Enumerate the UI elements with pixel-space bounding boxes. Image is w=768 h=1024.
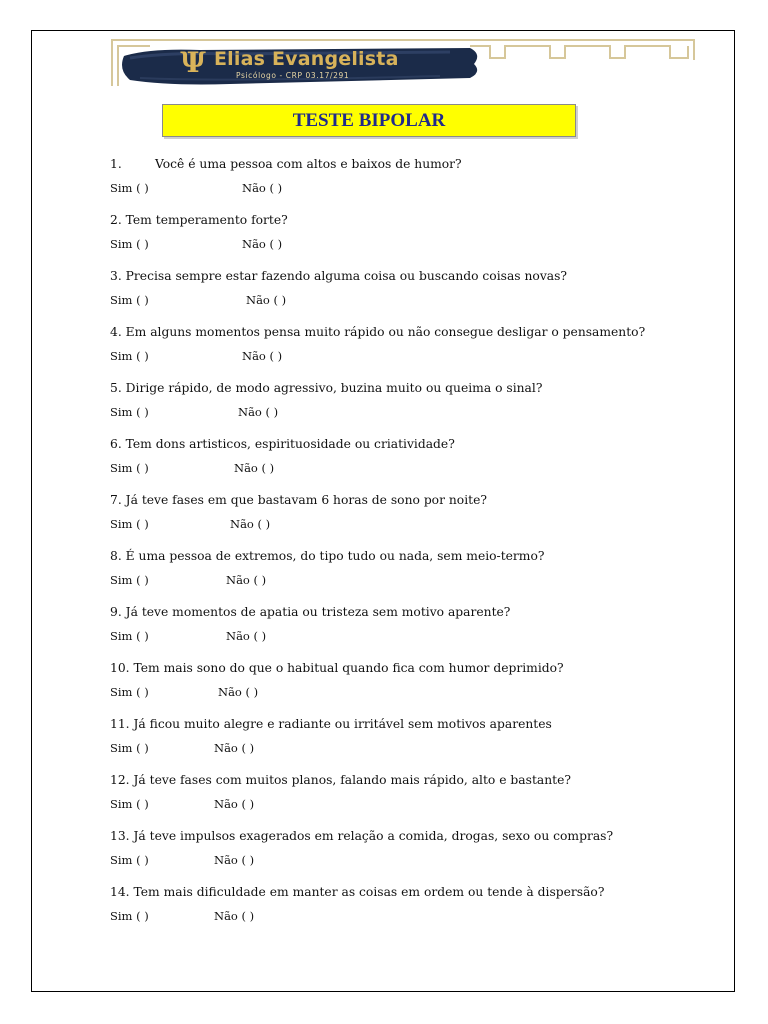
answer-sim-checkbox[interactable]: Sim ( ) xyxy=(110,573,149,587)
answer-sim-checkbox[interactable]: Sim ( ) xyxy=(110,797,149,811)
question-text xyxy=(110,269,567,283)
question-number: 5. xyxy=(110,381,122,395)
question-item xyxy=(110,209,710,265)
question-label: Já teve fases em que bastavam 6 horas de sono por noite? xyxy=(125,493,487,507)
answer-nao-checkbox[interactable]: Não ( ) xyxy=(238,405,279,419)
question-number: 8. xyxy=(110,549,122,563)
question-label: Tem mais sono do que o habitual quando fica com humor deprimido? xyxy=(133,661,564,675)
answer-nao-checkbox[interactable]: Não ( ) xyxy=(230,517,271,531)
header-banner xyxy=(110,36,696,90)
question-number: 12. xyxy=(110,773,130,787)
answer-sim-checkbox[interactable]: Sim ( ) xyxy=(110,629,149,643)
brand-subtitle: Psicólogo - CRP 03.17/291 xyxy=(236,71,350,80)
question-label: Já teve impulsos exagerados em relação a comida, drogas, sexo ou compras? xyxy=(133,829,614,843)
question-number: 2. xyxy=(110,213,122,227)
question-text xyxy=(110,325,645,339)
title-box xyxy=(162,104,576,137)
answer-nao-checkbox[interactable]: Não ( ) xyxy=(226,573,267,587)
question-number: 9. xyxy=(110,605,122,619)
answer-sim-checkbox[interactable]: Sim ( ) xyxy=(110,853,149,867)
brand-name: Elias Evangelista xyxy=(214,48,399,70)
question-number: 4. xyxy=(110,325,122,339)
question-number: 14. xyxy=(110,885,130,899)
answer-sim-checkbox[interactable]: Sim ( ) xyxy=(110,461,149,475)
answer-sim-checkbox[interactable]: Sim ( ) xyxy=(110,181,149,195)
question-label: Em alguns momentos pensa muito rápido ou não consegue desligar o pensamento? xyxy=(125,325,646,339)
question-label: Tem mais dificuldade em manter as coisas em ordem ou tende à dispersão? xyxy=(133,885,605,899)
answer-nao-checkbox[interactable]: Não ( ) xyxy=(246,293,287,307)
answer-nao-checkbox[interactable]: Não ( ) xyxy=(214,909,255,923)
question-text xyxy=(110,213,288,227)
answer-sim-checkbox[interactable]: Sim ( ) xyxy=(110,349,149,363)
question-item xyxy=(110,657,710,713)
question-text xyxy=(110,885,604,899)
question-item xyxy=(110,825,710,881)
question-item xyxy=(110,713,710,769)
question-item xyxy=(110,321,710,377)
question-number: 7. xyxy=(110,493,122,507)
question-text xyxy=(110,605,510,619)
answer-nao-checkbox[interactable]: Não ( ) xyxy=(218,685,259,699)
question-label: Já teve momentos de apatia ou tristeza sem motivo aparente? xyxy=(125,605,511,619)
page-title: TESTE BIPOLAR xyxy=(292,109,446,131)
question-item xyxy=(110,433,710,489)
question-text xyxy=(110,773,571,787)
question-item xyxy=(110,377,710,433)
answer-nao-checkbox[interactable]: Não ( ) xyxy=(242,349,283,363)
question-text xyxy=(110,493,487,507)
question-item xyxy=(110,769,710,825)
psi-symbol-icon: Ψ xyxy=(180,46,206,79)
answer-nao-checkbox[interactable]: Não ( ) xyxy=(226,629,267,643)
question-number: 1. xyxy=(110,157,122,171)
question-label: Precisa sempre estar fazendo alguma coisa ou buscando coisas novas? xyxy=(125,269,568,283)
question-item xyxy=(110,265,710,321)
question-label: Já ficou muito alegre e radiante ou irritável sem motivos aparentes xyxy=(133,717,552,731)
answer-sim-checkbox[interactable]: Sim ( ) xyxy=(110,517,149,531)
answer-nao-checkbox[interactable]: Não ( ) xyxy=(214,797,255,811)
answer-sim-checkbox[interactable]: Sim ( ) xyxy=(110,405,149,419)
question-text xyxy=(110,157,462,171)
answer-nao-checkbox[interactable]: Não ( ) xyxy=(214,741,255,755)
answer-sim-checkbox[interactable]: Sim ( ) xyxy=(110,909,149,923)
question-number: 13. xyxy=(110,829,130,843)
question-number: 3. xyxy=(110,269,122,283)
question-item xyxy=(110,881,710,937)
question-label: É uma pessoa de extremos, do tipo tudo ou nada, sem meio-termo? xyxy=(125,549,545,563)
question-number: 6. xyxy=(110,437,122,451)
question-text xyxy=(110,717,552,731)
question-text xyxy=(110,381,542,395)
question-label: Você é uma pessoa com altos e baixos de humor? xyxy=(155,157,462,171)
question-text xyxy=(110,829,613,843)
answer-sim-checkbox[interactable]: Sim ( ) xyxy=(110,685,149,699)
question-number: 11. xyxy=(110,717,130,731)
answer-nao-checkbox[interactable]: Não ( ) xyxy=(234,461,275,475)
question-label: Tem temperamento forte? xyxy=(125,213,288,227)
answer-nao-checkbox[interactable]: Não ( ) xyxy=(214,853,255,867)
answer-sim-checkbox[interactable]: Sim ( ) xyxy=(110,741,149,755)
question-list xyxy=(110,153,710,937)
answer-sim-checkbox[interactable]: Sim ( ) xyxy=(110,293,149,307)
question-text xyxy=(110,437,455,451)
question-label: Dirige rápido, de modo agressivo, buzina muito ou queima o sinal? xyxy=(125,381,543,395)
question-item xyxy=(110,153,710,209)
answer-sim-checkbox[interactable]: Sim ( ) xyxy=(110,237,149,251)
question-item xyxy=(110,601,710,657)
question-text xyxy=(110,661,564,675)
question-label: Tem dons artisticos, espirituosidade ou criatividade? xyxy=(125,437,455,451)
question-item xyxy=(110,489,710,545)
answer-nao-checkbox[interactable]: Não ( ) xyxy=(242,181,283,195)
question-number: 10. xyxy=(110,661,130,675)
question-item xyxy=(110,545,710,601)
question-text xyxy=(110,549,544,563)
answer-nao-checkbox[interactable]: Não ( ) xyxy=(242,237,283,251)
question-label: Já teve fases com muitos planos, falando mais rápido, alto e bastante? xyxy=(133,773,571,787)
